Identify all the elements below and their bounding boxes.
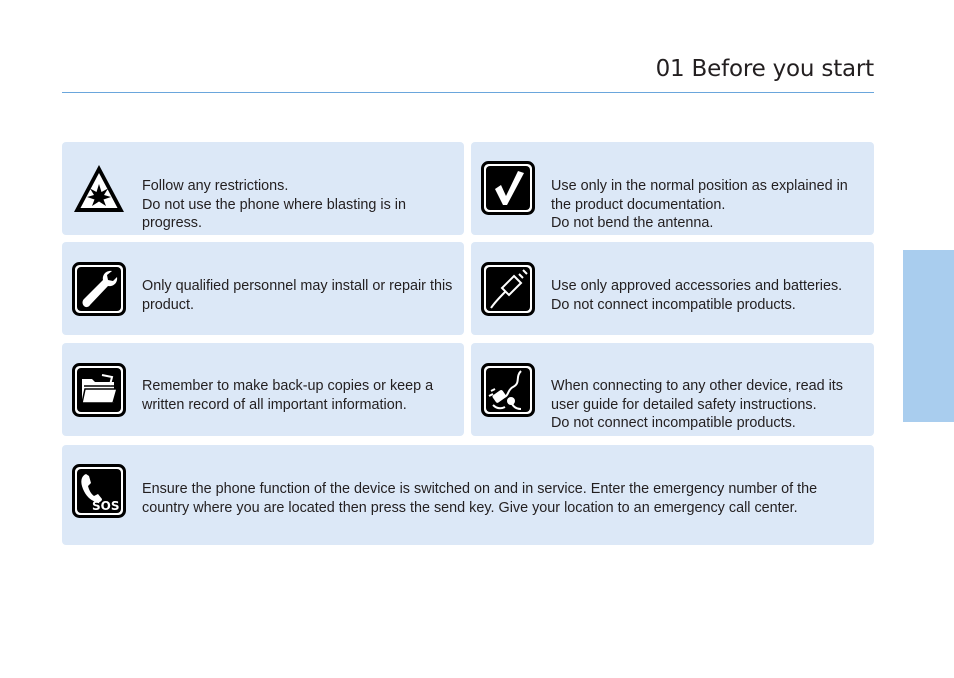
card-text-line: Follow any restrictions. — [142, 178, 289, 194]
card-text-line: Do not connect incompatible products. — [551, 415, 796, 431]
safety-card-backup — [62, 343, 464, 436]
card-text-line: Use only in the normal position as explained in the product documentation. — [551, 178, 848, 213]
power-plug-icon — [481, 363, 535, 417]
wrench-icon — [72, 262, 126, 316]
safety-card-qualified-service — [62, 242, 464, 335]
safety-card-blasting — [62, 142, 464, 235]
sos-phone-icon — [72, 464, 126, 518]
svg-text:SOS: SOS — [92, 499, 120, 513]
card-text-line: When connecting to any other device, read its user guide for detailed safety instructions. — [551, 378, 843, 413]
card-text-line: Only qualified personnel may install or repair this product. — [142, 278, 453, 313]
safety-card-normal-position — [471, 142, 874, 235]
folder-icon — [72, 363, 126, 417]
accessory-plug-icon — [481, 262, 535, 316]
card-text-line: Use only approved accessories and batteries. — [551, 278, 843, 294]
page-title: 01 Before you start — [655, 56, 874, 82]
card-text-line: Remember to make back-up copies or keep a written record of all important information. — [142, 378, 434, 413]
warning-explosion-icon — [72, 162, 126, 216]
safety-card-connecting — [471, 343, 874, 436]
safety-card-accessories — [471, 242, 874, 335]
chapter-side-tab — [903, 250, 954, 422]
card-text-line: Ensure the phone function of the device is switched on and in service. Enter the emergency number of the country where you are located then press the send key. Give your location to an emergency call center. — [142, 481, 818, 516]
card-text-line: Do not use the phone where blasting is in progress. — [142, 196, 406, 231]
safety-card-emergency — [62, 445, 874, 545]
checkmark-icon — [481, 161, 535, 215]
card-text-line: Do not bend the antenna. — [551, 215, 714, 231]
card-text-line: Do not connect incompatible products. — [551, 296, 796, 313]
header-divider — [62, 92, 874, 93]
